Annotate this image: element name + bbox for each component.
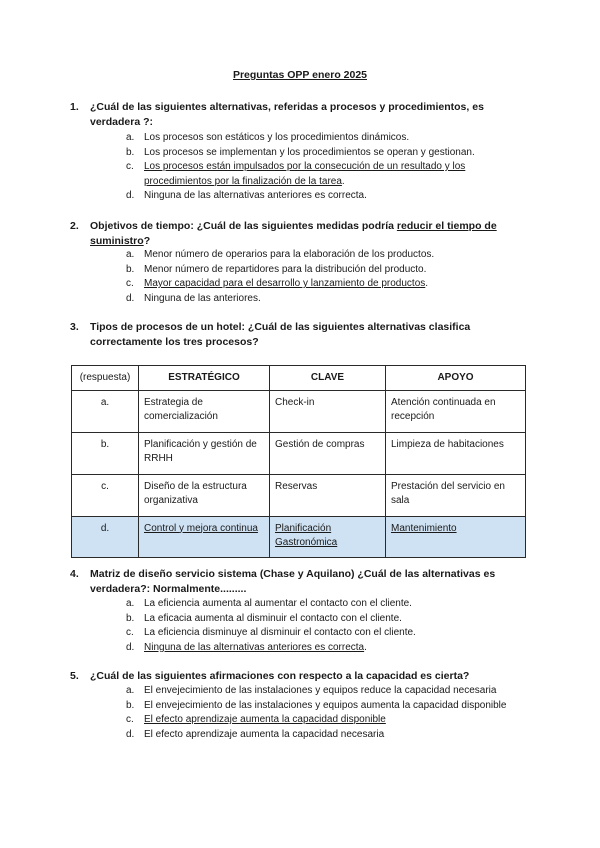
- option-c: [126, 277, 526, 292]
- cell-clave: Gestión de compras: [270, 432, 386, 474]
- header-estrategico: ESTRATÉGICO: [139, 366, 270, 391]
- cell-text: Control y mejora continua: [144, 522, 258, 534]
- option-c: [126, 626, 526, 641]
- question-text-end: ?: [143, 234, 151, 247]
- question-text: Tipos de procesos de un hotel: ¿Cuál de las siguientes alternativas clasifica correctamente los tres procesos?: [90, 321, 471, 348]
- cell-clave: Reservas: [270, 474, 386, 516]
- row-key: a.: [72, 390, 139, 432]
- option-letter: a.: [126, 249, 135, 260]
- question-number: 1.: [70, 101, 79, 113]
- cell-apoyo: Atención continuada en recepción: [386, 390, 526, 432]
- option-letter: c.: [126, 714, 134, 725]
- cell-apoyo: [386, 516, 526, 557]
- option-d: [126, 292, 526, 307]
- option-letter: a.: [126, 132, 135, 143]
- question-number: 4.: [70, 568, 79, 580]
- cell-clave: [270, 516, 386, 557]
- option-text: Menor número de repartidores para la distribución del producto.: [144, 263, 427, 275]
- option-b: [126, 612, 526, 627]
- cell-estrategico: [139, 516, 270, 557]
- option-suffix: .: [425, 278, 429, 289]
- option-a: [126, 597, 526, 612]
- cell-text: Mantenimiento: [391, 522, 457, 534]
- option-text: Menor número de operarios para la elaboración de los productos.: [144, 249, 435, 260]
- option-suffix: .: [364, 641, 367, 653]
- option-text: Los procesos son estáticos y los procedimientos dinámicos.: [144, 132, 410, 143]
- question-4: [70, 567, 530, 596]
- table-row: [72, 474, 526, 516]
- table-row: [72, 390, 526, 432]
- header-apoyo: APOYO: [386, 366, 526, 391]
- question-1: [70, 100, 530, 129]
- option-letter: c.: [126, 278, 134, 289]
- header-clave: CLAVE: [270, 366, 386, 391]
- option-text: Ninguna de las alternativas anteriores es correcta.: [144, 190, 367, 201]
- table-row: [72, 432, 526, 474]
- question-1-options: [126, 131, 526, 204]
- option-letter: c.: [126, 161, 134, 172]
- option-b: [126, 263, 526, 278]
- question-number: 3.: [70, 321, 79, 333]
- table-header-row: [72, 366, 526, 391]
- option-text: La eficiencia disminuye al disminuir el contacto con el cliente.: [144, 627, 416, 638]
- option-letter: d.: [126, 728, 135, 740]
- question-text: ¿Cuál de las siguientes afirmaciones con respecto a la capacidad es cierta?: [90, 670, 470, 682]
- option-text-correct: Mayor capacidad para el desarrollo y lanzamiento de productos: [144, 278, 426, 289]
- option-text: El envejecimiento de las instalaciones y equipos reduce la capacidad necesaria: [144, 685, 497, 696]
- option-text: Ninguna de las anteriores.: [144, 292, 261, 304]
- option-c: [126, 160, 526, 189]
- question-2: [70, 219, 530, 248]
- row-key: d.: [72, 516, 139, 557]
- option-text: Los procesos se implementan y los procedimientos se operan y gestionan.: [144, 146, 475, 158]
- option-a: [126, 248, 526, 263]
- option-text-correct: Ninguna de las alternativas anteriores es correcta: [144, 641, 365, 653]
- hotel-process-table: [71, 365, 526, 558]
- option-text-correct: El efecto aprendizaje aumenta la capacidad disponible: [144, 714, 386, 725]
- option-letter: a.: [126, 598, 135, 609]
- cell-apoyo: Prestación del servicio en sala: [386, 474, 526, 516]
- option-letter: a.: [126, 685, 135, 696]
- option-b: [126, 146, 526, 161]
- question-number: 5.: [70, 670, 79, 682]
- option-b: [126, 699, 526, 714]
- option-letter: d.: [126, 641, 135, 653]
- option-a: [126, 131, 526, 146]
- option-letter: c.: [126, 627, 134, 638]
- question-5: [70, 669, 530, 684]
- option-text: La eficiencia aumenta al aumentar el contacto con el cliente.: [144, 598, 412, 609]
- option-letter: d.: [126, 190, 135, 201]
- option-d: [126, 728, 526, 743]
- cell-text: Planificación Gastronómica: [275, 522, 338, 548]
- header-respuesta: (respuesta): [72, 366, 139, 391]
- cell-clave: Check-in: [270, 390, 386, 432]
- option-letter: b.: [126, 699, 135, 711]
- cell-apoyo: Limpieza de habitaciones: [386, 432, 526, 474]
- question-2-options: [126, 248, 526, 306]
- option-text: El envejecimiento de las instalaciones y equipos aumenta la capacidad disponible: [144, 699, 507, 711]
- option-letter: d.: [126, 292, 135, 304]
- question-text-underlined: reducir el tiempo de suministro: [90, 220, 497, 247]
- option-c: [126, 713, 526, 728]
- option-d: [126, 189, 526, 204]
- cell-estrategico: Diseño de la estructura organizativa: [139, 474, 270, 516]
- question-text: Matriz de diseño servicio sistema (Chase y Aquilano) ¿Cuál de las alternativas es verdadera?: Normalmente.........: [90, 568, 496, 595]
- question-5-options: [126, 684, 526, 742]
- cell-estrategico: Estrategia de comercialización: [139, 390, 270, 432]
- row-key: b.: [72, 432, 139, 474]
- cell-estrategico: Planificación y gestión de RRHH: [139, 432, 270, 474]
- option-a: [126, 684, 526, 699]
- option-letter: b.: [126, 263, 135, 275]
- option-suffix: .: [341, 175, 345, 187]
- option-letter: b.: [126, 146, 135, 158]
- row-key: c.: [72, 474, 139, 516]
- question-number: 2.: [70, 220, 79, 232]
- option-text: La eficacia aumenta al disminuir el contacto con el cliente.: [144, 612, 402, 624]
- table-row-correct: [72, 516, 526, 557]
- option-text-correct: Los procesos están impulsados por la consecución de un resultado y los procedimientos por la finalización de la tarea: [144, 161, 466, 187]
- question-4-options: [126, 597, 526, 655]
- option-letter: b.: [126, 612, 135, 624]
- page-title: Preguntas OPP enero 2025: [232, 69, 368, 81]
- option-d: [126, 641, 526, 656]
- question-text: Objetivos de tiempo: ¿Cuál de las siguientes medidas podría: [90, 220, 397, 232]
- question-text: ¿Cuál de las siguientes alternativas, referidas a procesos y procedimientos, es verdadera ?:: [90, 101, 484, 128]
- question-3: [70, 320, 530, 349]
- option-text: El efecto aprendizaje aumenta la capacidad necesaria: [144, 728, 385, 740]
